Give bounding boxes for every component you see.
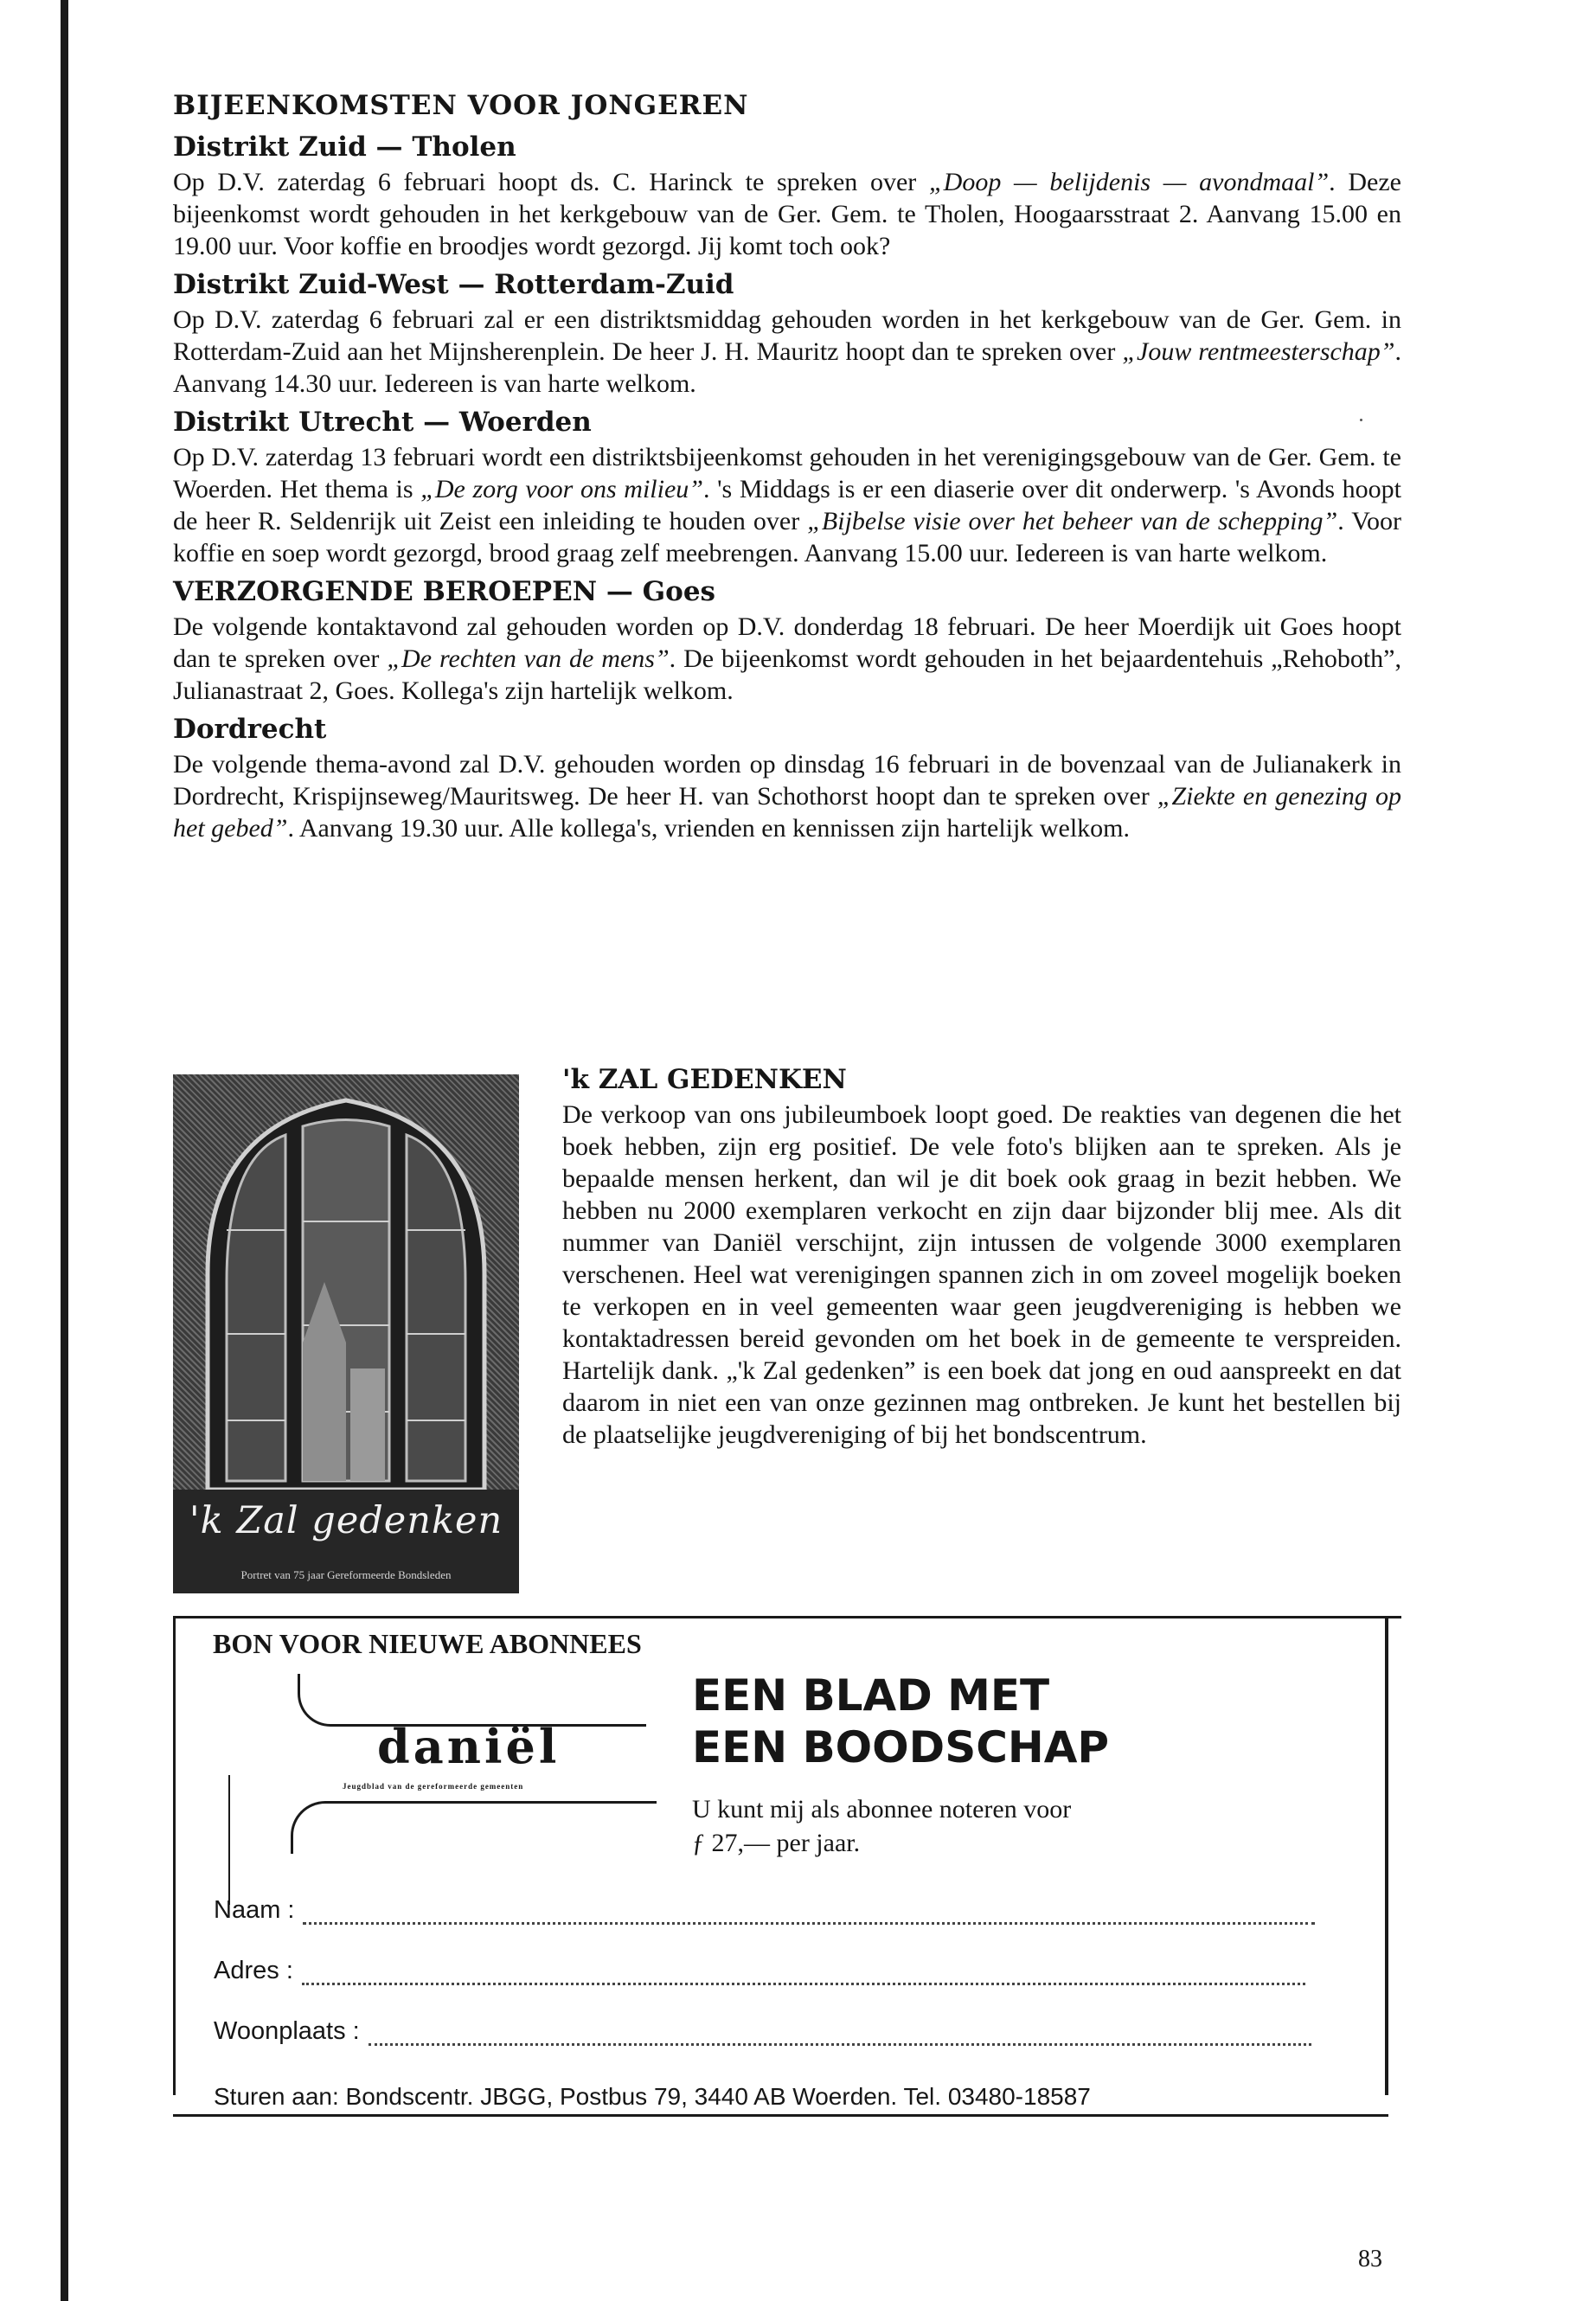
- naam-label: Naam :: [214, 1896, 295, 1924]
- slogan-line-1: EEN BLAD MET: [692, 1670, 1050, 1721]
- logo-tagline: Jeugdblad van de gereformeerde gemeenten: [343, 1782, 524, 1791]
- form-right-rule: [1385, 1825, 1388, 2095]
- coupon-right-rule: [1385, 1616, 1388, 1837]
- form-left-rule: [173, 1825, 176, 2095]
- paragraph-gedenken: De verkoop van ons jubileumboek loopt goed. De reakties van degenen die het boek hebben, zijn erg positief. De vele foto's blijken aan te spreken. Als je bepaalde mensen herkent, dan wil je dit boek ook graag in bezit hebben. We hebben nu 2000 exemplaren verkocht en zijn daar bijzonder blij mee. Als dit nummer van Daniël verschijnt, zijn intussen de volgende 3000 exemplaren verschenen. Heel wat verenigingen spannen zich in om zoveel mogelijk boeken te verkopen en in veel gemeenten waar geen jeugdvereniging is hebben we kontaktadressen bereid gevonden om het boek in de gemeente te verspreiden. Hartelijk dank. „'k Zal gedenken” is een boek dat jong en oud aanspreekt en dat daarom in niet een van onze gezinnen mag ontbreken. Je kunt het bestellen bij de plaatselijke jeugdvereniging of bij het bondscentrum.: [562, 1100, 1401, 1449]
- logo-left-rule: [228, 1775, 230, 1905]
- coupon-title: BON VOOR NIEUWE ABONNEES: [213, 1628, 642, 1659]
- book-cover-image: [173, 1074, 519, 1593]
- paragraph-dordrecht: De volgende thema-avond zal D.V. gehouden worden op dinsdag 16 februari in de bovenzaal van de Julianakerk in Dordrecht, Krispijnseweg/Mauritsweg. De heer H. van Schothorst hoopt dan te spreken over „Ziekte en genezing op het gebed”. Aanvang 19.30 uur. Alle kollega's, vrienden en kennissen zijn hartelijk welkom.: [173, 750, 1401, 843]
- logo-wordmark: daniël: [377, 1719, 561, 1774]
- paragraph-zuidwest: Op D.V. zaterdag 6 februari zal er een distriktsmiddag gehouden worden in het kerkgebouw van de Ger. Gem. in Rotterdam-Zuid aan het Mijnsherenplein. De heer J. H. Mauritz hoopt dan te spreken over „Jouw rentmeesterschap”. Aanvang 14.30 uur. Iedereen is van harte welkom.: [173, 305, 1401, 398]
- coupon-form: [173, 1670, 1401, 2180]
- coupon-left-rule: [173, 1616, 176, 1837]
- book-article: [562, 1057, 1401, 1451]
- book-cover-subtitle: Portret van 75 jaar Gereformeerde Bondsleden: [240, 1568, 452, 1581]
- book-cover-title: 'k Zal gedenken: [189, 1499, 503, 1542]
- adres-field[interactable]: [214, 1957, 1305, 1985]
- abonnee-line-2: ƒ 27,— per jaar.: [692, 1829, 861, 1857]
- heading-zuidwest: Distrikt Zuid-West — Rotterdam-Zuid: [173, 269, 734, 300]
- slogan-line-2: EEN BOODSCHAP: [692, 1722, 1110, 1772]
- abonnee-text: [692, 1792, 1071, 1860]
- woonplaats-label: Woonplaats :: [214, 2017, 360, 2045]
- woonplaats-dotted-line[interactable]: [369, 2026, 1311, 2046]
- heading-goes: VERZORGENDE BEROEPEN — Goes: [173, 576, 715, 607]
- woonplaats-field[interactable]: [214, 2017, 1311, 2046]
- coupon-top-rule: [173, 1616, 1401, 1618]
- naam-dotted-line[interactable]: [303, 1905, 1315, 1925]
- heading-utrecht: Distrikt Utrecht — Woerden: [173, 407, 592, 438]
- page-spine-rule: [61, 0, 68, 2301]
- naam-field[interactable]: [214, 1896, 1315, 1925]
- heading-gedenken: 'k ZAL GEDENKEN: [562, 1064, 847, 1095]
- abonnee-line-1: U kunt mij als abonnee noteren voor: [692, 1795, 1072, 1823]
- slogan: [692, 1670, 1109, 1773]
- heading-zuid: Distrikt Zuid — Tholen: [173, 131, 516, 163]
- stray-dot: [1360, 419, 1362, 421]
- send-address: Sturen aan: Bondscentr. JBGG, Postbus 79, 3440 AB Woerden. Tel. 03480-18587: [214, 2083, 1091, 2110]
- announcements-column: [173, 87, 1401, 844]
- adres-label: Adres :: [214, 1957, 293, 1984]
- book-section: [173, 1057, 1401, 1611]
- heading-dordrecht: Dordrecht: [173, 714, 327, 745]
- paragraph-goes: De volgende kontaktavond zal gehouden worden op D.V. donderdag 18 februari. De heer Moerdijk uit Goes hoopt dan te spreken over „De rechten van de mens”. De bijeenkomst wordt gehouden in het bejaardentehuis „Rehoboth”, Julianastraat 2, Goes. Kollega's zijn hartelijk welkom.: [173, 612, 1401, 705]
- page-number: 83: [1358, 2246, 1382, 2272]
- main-heading: BIJEENKOMSTEN VOOR JONGEREN: [173, 90, 749, 121]
- coupon-bottom-rule: [173, 2114, 1388, 2117]
- paragraph-zuid: Op D.V. zaterdag 6 februari hoopt ds. C. Harinck te spreken over „Doop — belijdenis — avondmaal”. Deze bijeenkomst wordt gehouden in het kerkgebouw van de Ger. Gem. te Tholen, Hoogaarsstraat 2. Aanvang 15.00 en 19.00 uur. Voor koffie en broodjes wordt gezorgd. Jij komt toch ook?: [173, 168, 1401, 260]
- logo-bottom-curve: [291, 1801, 657, 1854]
- daniel-logo: [291, 1674, 654, 1856]
- paragraph-utrecht: Op D.V. zaterdag 13 februari wordt een distriktsbijeenkomst gehouden in het verenigingsgebouw van de Ger. Gem. te Woerden. Het thema is „De zorg voor ons milieu”. 's Middags is er een diaserie over dit onderwerp. 's Avonds hoopt de heer R. Seldenrijk uit Zeist een inleiding te houden over „Bijbelse visie over het beheer van de schepping”. Voor koffie en soep wordt gezorgd, brood graag zelf meebrengen. Aanvang 15.00 uur. Iedereen is van harte welkom.: [173, 443, 1401, 567]
- adres-dotted-line[interactable]: [302, 1965, 1305, 1985]
